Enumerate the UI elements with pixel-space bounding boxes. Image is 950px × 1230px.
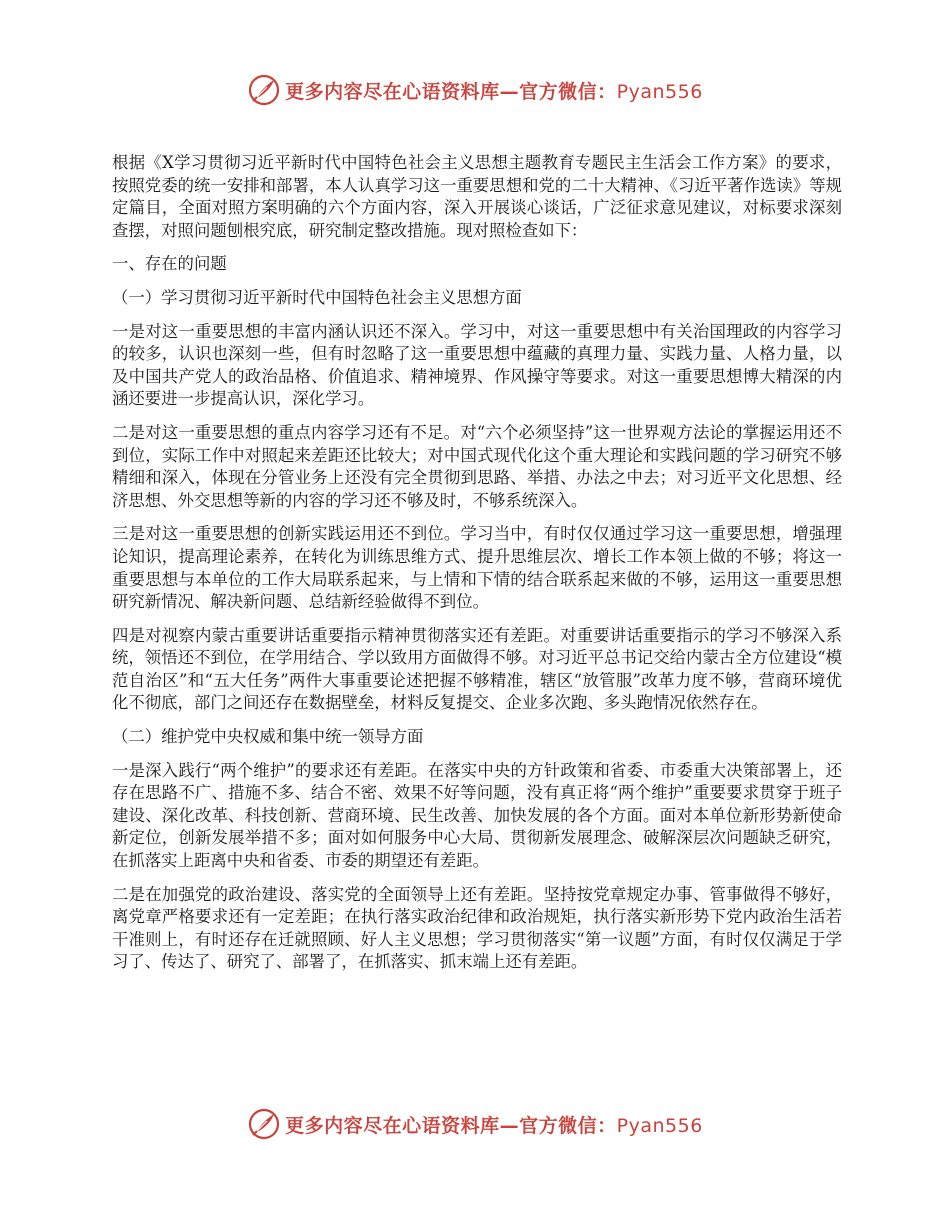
quill-logo-icon	[247, 1107, 281, 1141]
subsection-heading: （二）维护党中央权威和集中统一领导方面	[112, 727, 424, 747]
watermark-banner-bottom	[0, 1104, 950, 1144]
body-paragraph: 二是在加强党的政治建设、落实党的全面领导上还有差距。坚持按党章规定办事、管事做得不够好，离党章严格要求还有一定差距；在执行落实政治纪律和政治规矩，执行落实新形势下党内政治生活若干准则上，有时还存在迁就照顾、好人主义思想；学习贯彻落实“第一议题”方面，有时仅仅满足于学习了、传达了、研究了、部署了，在抓落实、抓末端上还有差距。	[112, 884, 842, 972]
body-paragraph: 四是对视察内蒙古重要讲话重要指示精神贯彻落实还有差距。对重要讲话重要指示的学习不够深入系统，领悟还不到位，在学用结合、学以致用方面做得不够。对习近平总书记交给内蒙古全方位建设“模范自治区”和“五大任务”两件大事重要论述把握不够精准，辖区“放管服”改革力度不够，营商环境优化不彻底，部门之间还存在数据壁垒，材料反复提交、企业多次跑、多头跑情况依然存在。	[112, 625, 842, 713]
intro-paragraph: 根据《X学习贯彻习近平新时代中国特色社会主义思想主题教育专题民主生活会工作方案》的要求，按照党委的统一安排和部署，本人认真学习这一重要思想和党的二十大精神、《习近平著作选读》等规定篇目，全面对照方案明确的六个方面内容，深入开展谈心谈话，广泛征求意见建议，对标要求深刻查摆，对照问题刨根究底，研究制定整改措施。现对照检查如下：	[112, 153, 842, 240]
document-body	[112, 152, 842, 985]
watermark-banner-top	[0, 70, 950, 110]
subsection-heading: （一）学习贯彻习近平新时代中国特色社会主义思想方面	[112, 287, 522, 307]
body-paragraph: 一是对这一重要思想的丰富内涵认识还不深入。学习中，对这一重要思想中有关治国理政的内容学习的较多，认识也深刻一些，但有时忽略了这一重要思想中蕴藏的真理力量、实践力量、人格力量，以及中国共产党人的政治品格、价值追求、精神境界、作风操守等要求。对这一重要思想博大精深的内涵还要进一步提高认识，深化学习。	[112, 321, 842, 409]
section-heading: 一、存在的问题	[112, 254, 227, 274]
body-paragraph: 一是深入践行“两个维护”的要求还有差距。在落实中央的方针政策和省委、市委重大决策部署上，还存在思路不广、措施不多、结合不密、效果不好等问题，没有真正将“两个维护”重要要求贯穿于班子建设、深化改革、科技创新、营商环境、民生改善、加快发展的各个方面。面对本单位新形势新使命新定位，创新发展举措不多；面对如何服务中心大局、贯彻新发展理念、破解深层次问题缺乏研究，在抓落实上距离中央和省委、市委的期望还有差距。	[112, 760, 842, 871]
quill-logo-icon	[247, 73, 281, 107]
watermark-text: 更多内容尽在心语资料库—官方微信：Pyan556	[285, 1114, 703, 1137]
body-paragraph: 二是对这一重要思想的重点内容学习还有不足。对“六个必须坚持”这一世界观方法论的掌握运用还不到位，实际工作中对照起来差距还比较大；对中国式现代化这个重大理论和实践问题的学习研究不够精细和深入，体现在分管业务上还没有完全贯彻到思路、举措、办法之中去；对习近平文化思想、经济思想、外交思想等新的内容的学习还不够及时，不够系统深入。	[112, 422, 842, 510]
body-paragraph: 三是对这一重要思想的创新实践运用还不到位。学习当中，有时仅仅通过学习这一重要思想，增强理论知识，提高理论素养，在转化为训练思维方式、提升思维层次、增长工作本领上做的不够；将这一重要思想与本单位的工作大局联系起来，与上情和下情的结合联系起来做的不够，运用这一重要思想研究新情况、解决新问题、总结新经验做得不到位。	[112, 524, 842, 612]
wechat-id: Pyan556	[616, 1114, 703, 1137]
watermark-text: 更多内容尽在心语资料库—官方微信：Pyan556	[285, 80, 703, 103]
wechat-id: Pyan556	[616, 80, 703, 103]
